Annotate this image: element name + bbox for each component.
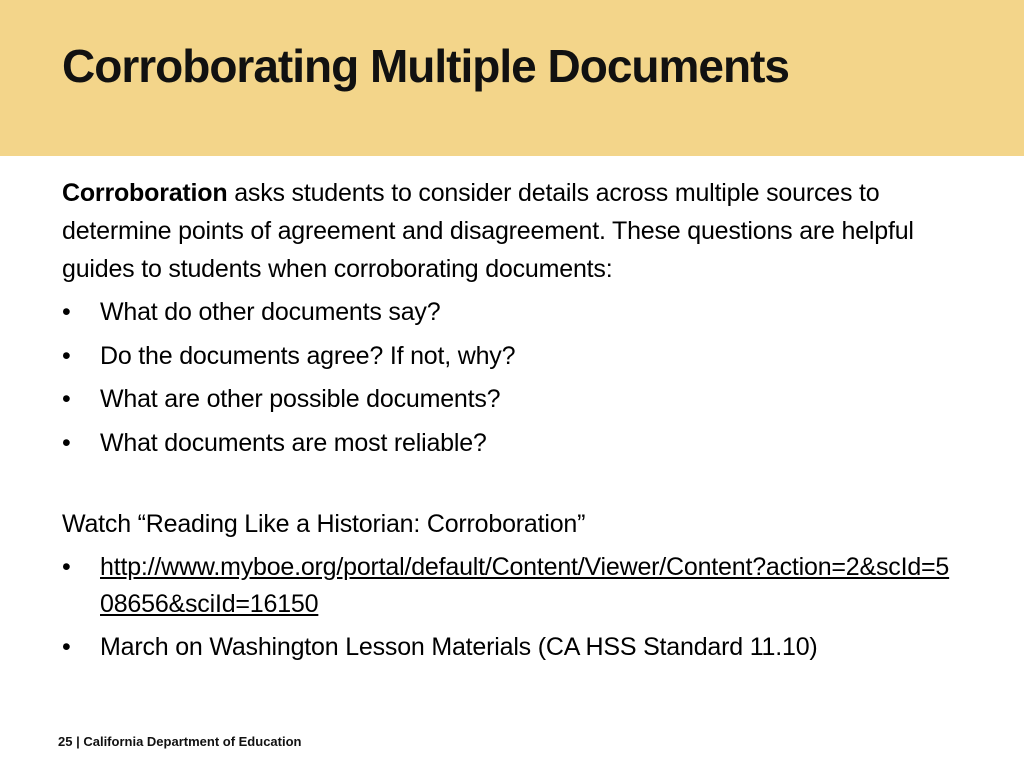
bullet-icon: • [62,553,71,581]
lesson-materials-text: March on Washington Lesson Materials (CA HSS Standard 11.10) [100,633,818,661]
list-item [62,381,982,418]
list-item [62,338,982,375]
footer [58,734,301,749]
list-item [62,425,982,462]
video-link[interactable]: http://www.myboe.org/portal/default/Content/Viewer/Content?action=2&scId=508656&sciId=16150 [100,553,950,618]
bullet-icon: • [62,298,71,326]
list-item [62,629,982,666]
slide-title: Corroborating Multiple Documents [62,40,789,92]
question-text: Do the documents agree? If not, why? [100,341,516,370]
intro-paragraph [62,174,962,288]
footer-organization: California Department of Education [83,734,302,749]
bullet-icon: • [62,341,71,370]
intro-text: asks students to consider details across multiple sources to determine points of agreement and disagreement. These questions are helpful guides to students when corroborating documents: [62,179,914,283]
slide-content [62,174,982,673]
page-number: 25 [58,734,73,749]
question-list [62,294,982,461]
footer-separator: | [72,734,84,749]
list-item [62,549,982,622]
bullet-icon: • [62,385,71,413]
watch-heading: Watch “Reading Like a Historian: Corroboration” [62,510,586,538]
intro-term: Corroboration [62,179,228,207]
question-text: What are other possible documents? [100,385,501,413]
bullet-icon: • [62,428,71,457]
question-text: What documents are most reliable? [100,428,487,457]
spacer [62,468,982,505]
list-item [62,294,982,331]
resource-list [62,549,982,666]
bullet-icon: • [62,633,71,661]
question-text: What do other documents say? [100,298,441,326]
